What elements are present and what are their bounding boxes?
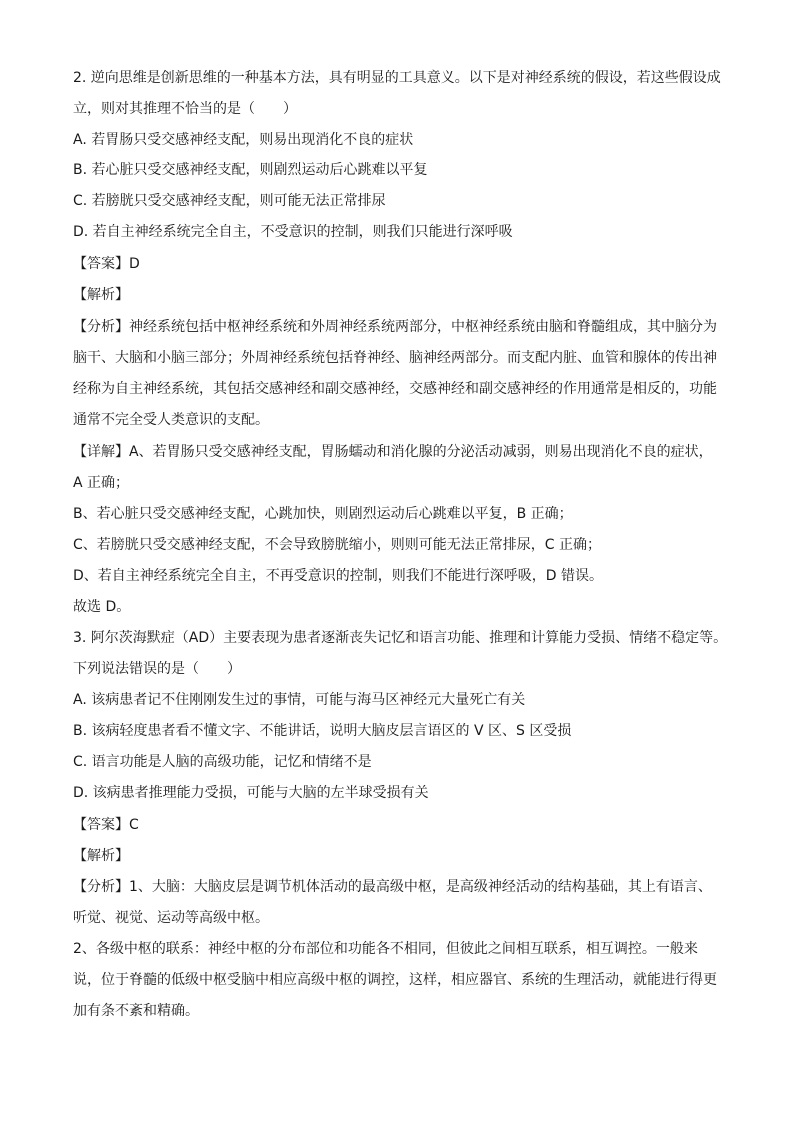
- question-2-detail-line: D、若自主神经系统完全自主，不再受意识的控制，则我们不能进行深呼吸，D 错误。: [73, 568, 604, 584]
- question-2-stem-cont: 立，则对其推理不恰当的是（ ）: [73, 101, 297, 117]
- question-2-detail-line: B、若心脏只受交感神经支配，心跳加快，则剧烈运动后心跳难以平复，B 正确；: [73, 506, 573, 522]
- question-3-option-c: C. 语言功能是人脑的高级功能，记忆和情绪不是: [73, 754, 372, 770]
- question-3-analysis-line: 【分析】1、大脑：大脑皮层是调节机体活动的最高级中枢，是高级神经活动的结构基础，其上有语言、: [73, 879, 712, 895]
- question-2-analysis-line: 经称为自主神经系统，其包括交感神经和副交感神经，交感神经和副交感神经的作用通常是相反的，功能: [73, 381, 717, 397]
- question-3-stem: 3. 阿尔茨海默症（AD）主要表现为患者逐渐丧失记忆和语言功能、推理和计算能力受损、情绪不稳定等。: [73, 630, 728, 646]
- question-2-conclusion: 故选 D。: [73, 599, 131, 615]
- question-2-detail-line: C、若膀胱只受交感神经支配，不会导致膀胱缩小，则则可能无法正常排尿，C 正确；: [73, 537, 601, 553]
- question-2-stem: 2. 逆向思维是创新思维的一种基本方法，具有明显的工具意义。以下是对神经系统的假设，若这些假设成: [73, 70, 721, 86]
- question-3-option-d: D. 该病患者推理能力受损，可能与大脑的左半球受损有关: [73, 785, 429, 801]
- question-3-answer: 【答案】C: [73, 817, 139, 833]
- question-2-answer: 【答案】D: [73, 256, 140, 272]
- question-3-option-a: A. 该病患者记不住刚刚发生过的事情，可能与海马区神经元大量死亡有关: [73, 692, 526, 708]
- question-3-analysis-line: 2、各级中枢的联系：神经中枢的分布部位和功能各不相同，但彼此之间相互联系，相互调控。一般来: [73, 941, 698, 957]
- question-3-option-b: B. 该病轻度患者看不懂文字、不能讲话，说明大脑皮层言语区的 V 区、S 区受损: [73, 723, 572, 739]
- question-2-analysis-line: 【分析】神经系统包括中枢神经系统和外周神经系统两部分，中枢神经系统由脑和脊髓组成，其中脑分为: [73, 319, 717, 335]
- question-2-analysis-line: 脑干、大脑和小脑三部分；外周神经系统包括脊神经、脑神经两部分。而支配内脏、血管和腺体的传出神: [73, 350, 717, 366]
- question-2-option-d: D. 若自主神经系统完全自主，不受意识的控制，则我们只能进行深呼吸: [73, 224, 513, 240]
- question-2-option-a: A. 若胃肠只受交感神经支配，则易出现消化不良的症状: [73, 132, 414, 148]
- question-3-analysis-line: 说，位于脊髓的低级中枢受脑中相应高级中枢的调控，这样，相应器官、系统的生理活动，就能进行得更: [73, 972, 717, 988]
- question-3-analysis-line: 听觉、视觉、运动等高级中枢。: [73, 910, 269, 926]
- question-2-option-c: C. 若膀胱只受交感神经支配，则可能无法正常排尿: [73, 193, 386, 209]
- question-3-stem-cont: 下列说法错误的是（ ）: [73, 661, 241, 677]
- question-2-detail-line: A 正确；: [73, 475, 130, 491]
- question-2-analysis-line: 通常不完全受人类意识的支配。: [73, 412, 269, 428]
- question-2-analysis-label: 【解析】: [73, 287, 129, 303]
- question-3-analysis-line: 加有条不紊和精确。: [73, 1003, 199, 1019]
- question-3-analysis-label: 【解析】: [73, 848, 129, 864]
- question-2-detail-line: 【详解】A、若胃肠只受交感神经支配，胃肠蠕动和消化腺的分泌活动减弱，则易出现消化不良的症状，: [73, 444, 713, 460]
- question-2-option-b: B. 若心脏只受交感神经支配，则剧烈运动后心跳难以平复: [73, 162, 428, 178]
